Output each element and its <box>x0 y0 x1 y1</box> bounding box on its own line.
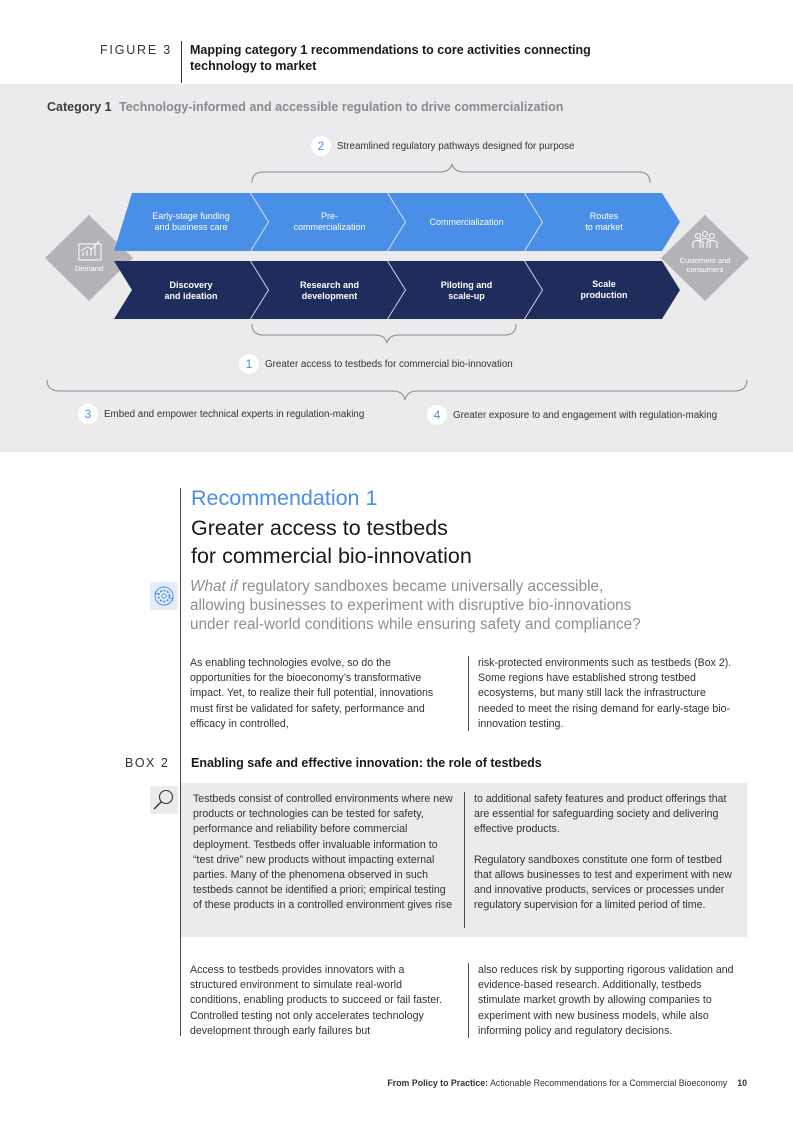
intro-column-right: risk-protected environments such as testbeds (Box 2). Some regions have established strong testbed ecosystems, but many still lack the infrastructure needed to meet the rising demand for early-stage bio-innovation testing. <box>478 657 732 730</box>
category-number: Category 1 <box>47 100 112 114</box>
annotation-text: Embed and empower technical experts in regulation-making <box>104 408 365 420</box>
top-label-2: Pre- commercialization <box>293 211 366 232</box>
category-title: Technology-informed and accessible regulation to drive commercialization <box>119 100 564 114</box>
customers-label: Customers and consumers <box>679 256 731 274</box>
recommendation-number: Recommendation 1 <box>191 486 378 510</box>
annotation-text: Greater exposure to and engagement with regulation-making <box>453 409 718 421</box>
annotation-text: Streamlined regulatory pathways designed for purpose <box>337 140 575 152</box>
annotation-4 <box>427 405 717 425</box>
closing-column-divider <box>468 963 469 1038</box>
figure-title: Mapping category 1 recommendations to core activities connecting technology to market <box>190 43 591 73</box>
magnifier-icon <box>150 786 178 814</box>
gear-cycle-icon <box>150 582 178 610</box>
recommendation-title: Greater access to testbeds for commercial bio-innovation <box>191 516 472 568</box>
bottom-label-3: Piloting and scale-up <box>440 280 493 301</box>
closing-column-left: Access to testbeds provides innovators with a structured environment to simulate real-world conditions, enabling products to succeed or fail faster. Controlled testing not only accelerates technology development through early failures but <box>190 964 443 1037</box>
annotation-number: 3 <box>78 404 98 424</box>
annotation-2 <box>311 136 574 156</box>
top-label-3: Commercialization <box>429 217 504 227</box>
intro-column-divider <box>468 656 469 731</box>
top-label-4: Routes to market <box>585 211 623 232</box>
footer-title: Actionable Recommendations for a Commercial Bioeconomy <box>488 1078 728 1088</box>
figure-header <box>0 38 793 84</box>
figure-label: FIGURE 3 <box>100 43 173 57</box>
what-if-question: What if regulatory sandboxes became universally accessible, allowing businesses to experiment with disruptive bio-innovations under real-world conditions while ensuring safety and compliance? <box>190 578 641 633</box>
bracket-top <box>252 164 650 183</box>
box-column-right <box>474 792 740 913</box>
bottom-label-2: Research and development <box>299 280 360 301</box>
annotation-number: 4 <box>427 405 447 425</box>
box-label: BOX 2 <box>125 756 170 770</box>
annotation-number: 1 <box>239 354 259 374</box>
annotation-3 <box>78 404 364 424</box>
bottom-label-1: Discovery and ideation <box>164 280 218 301</box>
box-column-left: Testbeds consist of controlled environments where new products or technologies can be tested for safety, performance and reliability before commercial deployment. Testbeds offer invaluable information to “test drive” new products without impacting external parties. Many of the phenomena observed in such testbeds cannot be identified a priori; empirical testing of these products in a controlled environment gives rise <box>193 793 453 912</box>
intro-column-left: As enabling technologies evolve, so do the opportunities for the bioeconomy’s transformative impact. Yet, to realize their full potential, innovations must first be validated for safety, performance and efficacy in controlled, <box>190 657 434 730</box>
box-title: Enabling safe and effective innovation: the role of testbeds <box>191 756 542 770</box>
footer-title-bold: From Policy to Practice: <box>387 1078 489 1088</box>
box-column-divider <box>464 792 465 928</box>
bracket-bottom <box>47 380 747 400</box>
figure-divider <box>181 41 182 83</box>
annotation-number: 2 <box>311 136 331 156</box>
annotation-1 <box>239 354 513 374</box>
recommendation-rule <box>180 488 181 1036</box>
bracket-middle <box>252 324 516 343</box>
closing-column-right: also reduces risk by supporting rigorous validation and evidence-based research. Additionally, testbeds stimulate market growth by allowing companies to experiment with new business models, while also informing policy and regulatory decisions. <box>478 964 734 1037</box>
demand-diamond <box>45 215 133 301</box>
box-paragraph: Regulatory sandboxes constitute one form of testbed that allows businesses to test and experiment with new and innovative products, services or processes under regulatory supervision for a limited period of time. <box>474 853 732 912</box>
bottom-label-4: Scale production <box>580 279 628 300</box>
page-number: 10 <box>737 1078 747 1088</box>
demand-label: Demand <box>74 264 104 273</box>
annotation-text: Greater access to testbeds for commercial bio-innovation <box>265 358 513 370</box>
page-footer <box>387 1078 747 1088</box>
box-paragraph: to additional safety features and product offerings that are essential for safeguarding society and delivering effective products. <box>474 793 727 836</box>
figure-panel <box>0 84 793 452</box>
top-label-1: Early-stage funding and business care <box>152 211 230 232</box>
